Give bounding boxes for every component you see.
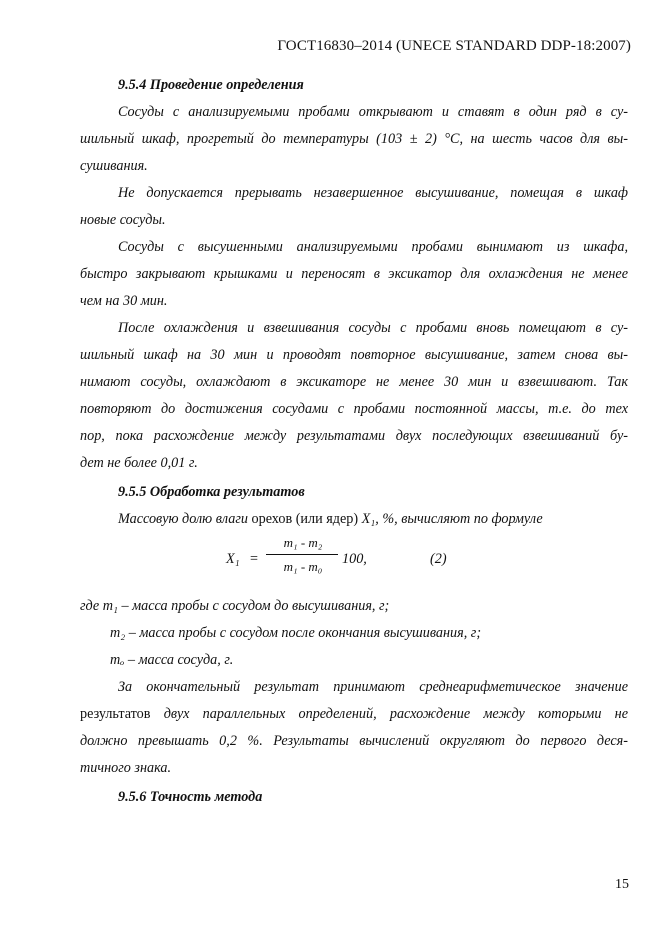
document-header: ГОСТ16830–2014 (UNECE STANDARD DDP-18:2007) [277,38,631,54]
paragraph-2 [80,180,628,234]
paragraph-5-part-b: орехов (или ядер) [247,511,362,527]
where-line: m₂ – масса пробы с сосудом после окончания высушивания, г; [110,625,482,641]
formula-lhs: X₁ [226,551,240,567]
where-line: mₒ – масса сосуда, г. [110,652,234,668]
fraction-bar [266,554,338,555]
paragraph-line: Сосуды с анализируемыми пробами открывают и ставят в один ряд в су- [118,104,628,120]
paragraph-line: Сосуды с высушенными анализируемыми пробами вынимают из шкафа, [118,239,628,255]
paragraph-6-upright-word: результатов [80,706,151,722]
section-9-5-6-title: 9.5.6 Точность метода [118,789,263,805]
paragraph-line: сушивания. [80,158,148,174]
paragraph-line: За окончательный результат принимают среднеарифметическое значение [118,679,628,695]
paragraph-5-part-c: X₁, %, вычисляют по формуле [361,511,543,527]
paragraph-line: шильный шкаф на 30 мин и проводят повторное высушивание, затем снова вы- [80,347,628,363]
formula-equals: = [250,551,259,567]
section-9-5-5-title: 9.5.5 Обработка результатов [118,484,305,500]
paragraph-line: дет не более 0,01 г. [80,455,198,471]
paragraph-line: шильный шкаф, прогретый до температуры (103 ± 2) °С, на шесть часов для вы- [80,131,628,147]
where-block [80,593,628,674]
formula-number: (2) [430,551,447,567]
paragraph-6-rest: двух параллельных определений, расхождение между которыми не [150,706,628,722]
paragraph-line: нимают сосуды, охлаждают в эксикаторе не менее 30 мин и взвешивают. Так [80,374,628,390]
paragraph-5 [80,506,628,533]
paragraph-4 [80,315,628,477]
paragraph-1 [80,99,628,180]
paragraph-line: чем на 30 мин. [80,293,168,309]
page-number: 15 [615,877,629,892]
paragraph-line: пор, пока расхождение между результатами двух последующих взвешиваний бу- [80,428,628,444]
paragraph-line: тичного знака. [80,760,172,776]
document-body [80,70,628,811]
paragraph-line: После охлаждения и взвешивания сосуды с пробами вновь помещают в су- [118,320,628,336]
where-line: где m₁ – масса пробы с сосудом до высушивания, г; [80,598,390,614]
paragraph-line: повторяют до достижения сосудами с пробами постоянной массы, т.е. до тех [80,401,628,417]
formula-2 [80,535,628,593]
section-9-5-4-title: 9.5.4 Проведение определения [118,77,304,93]
paragraph-line: новые сосуды. [80,212,166,228]
paragraph-line: должно превышать 0,2 %. Результаты вычислений округляют до первого деся- [80,733,628,749]
formula-numerator: m₁ - m₂ [283,535,323,550]
paragraph-line [80,701,628,728]
paragraph-line: быстро закрывают крышками и переносят в эксикатор для охлаждения не менее [80,266,628,282]
formula-denominator: m₁ - m₀ [283,559,323,574]
paragraph-6 [80,674,628,782]
formula-multiplier: 100, [342,551,367,567]
paragraph-3 [80,234,628,315]
paragraph-line: Не допускается прерывать незавершенное высушивание, помещая в шкаф [118,185,628,201]
paragraph-5-part-a: Массовую долю влаги [118,511,248,527]
